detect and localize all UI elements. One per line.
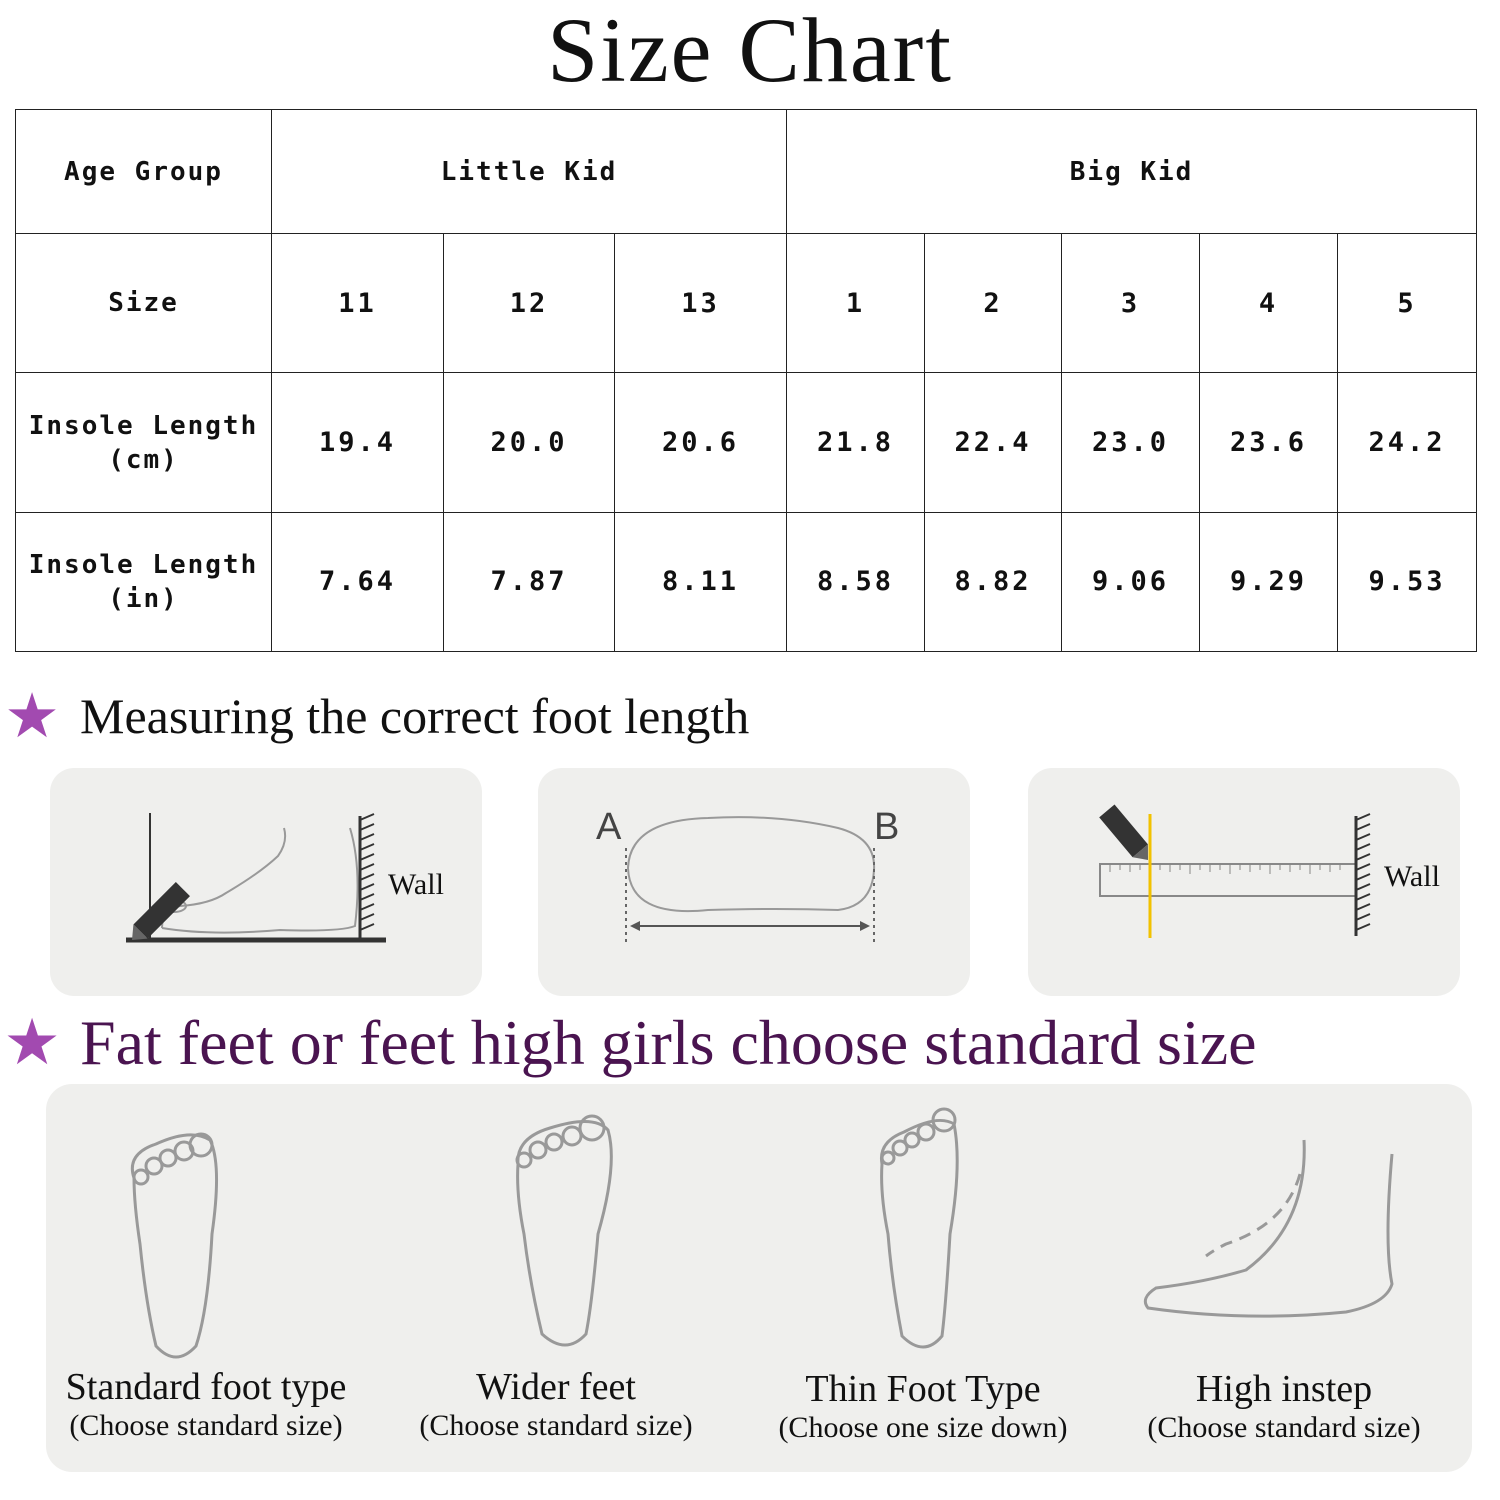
group-little-kid: Little Kid <box>272 110 787 234</box>
feet-heading-text: Fat feet or feet high girls choose standard size <box>80 1007 1257 1078</box>
point-a-label: A <box>596 806 622 848</box>
row-label-text: Insole Length <box>28 549 259 580</box>
wall-label: Wall <box>1384 860 1440 893</box>
insole-in-cell: 7.87 <box>444 512 615 651</box>
foot-type-note: (Choose standard size) <box>1147 1411 1421 1444</box>
page-title: Size Chart <box>547 0 953 101</box>
insole-cm-cell: 21.8 <box>787 373 925 512</box>
foot-type-note: (Choose one size down) <box>778 1411 1068 1444</box>
foot-type-name: Wider feet <box>476 1366 636 1408</box>
foot-outline-icon <box>1145 1140 1392 1316</box>
insole-cm-cell: 19.4 <box>272 373 444 512</box>
insole-in-cell: 9.53 <box>1338 512 1477 651</box>
group-big-kid: Big Kid <box>787 110 1477 234</box>
foot-outline-icon <box>881 1109 957 1347</box>
row-label-text: Insole Length <box>28 410 259 441</box>
insole-in-cell: 9.29 <box>1200 512 1338 651</box>
insole-cm-row <box>16 373 1477 512</box>
age-group-row <box>16 110 1477 234</box>
star-icon: ★ <box>4 683 60 751</box>
row-label-insole-cm <box>16 373 272 512</box>
row-label-age-group: Age Group <box>16 110 272 234</box>
size-cell: 4 <box>1200 234 1338 373</box>
insole-cm-cell: 22.4 <box>925 373 1062 512</box>
row-label-size: Size <box>16 234 272 373</box>
foot-top-illustration <box>538 768 970 996</box>
ruler-icon <box>1100 864 1356 896</box>
insole-cm-cell: 23.0 <box>1062 373 1200 512</box>
size-cell: 3 <box>1062 234 1200 373</box>
foot-type-note: (Choose standard size) <box>69 1409 343 1442</box>
foot-type-name: Standard foot type <box>65 1366 347 1408</box>
insole-in-cell: 9.06 <box>1062 512 1200 651</box>
wall-hatch-icon <box>360 814 374 930</box>
pencil-icon <box>1099 805 1155 867</box>
point-b-label: B <box>874 806 900 848</box>
insole-in-cell: 8.58 <box>787 512 925 651</box>
foot-type-standard <box>46 1366 366 1444</box>
foot-type-note: (Choose standard size) <box>419 1409 693 1442</box>
foot-type-thin <box>758 1368 1088 1446</box>
size-cell: 11 <box>272 234 444 373</box>
measure-heading-text: Measuring the correct foot length <box>80 688 750 744</box>
wall-label: Wall <box>388 868 444 901</box>
measure-panel-foot-length <box>538 768 970 996</box>
size-cell: 5 <box>1338 234 1477 373</box>
measure-panel-heel-wall <box>50 768 482 996</box>
size-row <box>16 234 1477 373</box>
size-cell: 13 <box>615 234 787 373</box>
foot-outline-icon <box>132 1134 216 1357</box>
insole-in-cell: 7.64 <box>272 512 444 651</box>
star-icon: ★ <box>3 1007 61 1078</box>
size-cell: 12 <box>444 234 615 373</box>
foot-outline-icon <box>517 1116 611 1345</box>
insole-cm-cell: 20.6 <box>615 373 787 512</box>
insole-cm-cell: 20.0 <box>444 373 615 512</box>
foot-type-name: Thin Foot Type <box>805 1368 1041 1410</box>
foot-types-panel <box>46 1084 1472 1472</box>
foot-type-wider <box>396 1366 716 1444</box>
measure-heading <box>0 683 750 751</box>
size-table <box>15 109 1477 652</box>
pencil-icon <box>125 882 190 947</box>
size-cell: 1 <box>787 234 925 373</box>
row-label-unit: (cm) <box>108 444 179 475</box>
insole-cm-cell: 24.2 <box>1338 373 1477 512</box>
insole-in-cell: 8.82 <box>925 512 1062 651</box>
insole-in-row <box>16 512 1477 651</box>
size-cell: 2 <box>925 234 1062 373</box>
measure-panel-ruler <box>1028 768 1460 996</box>
foot-type-high-instep <box>1124 1368 1444 1446</box>
insole-cm-cell: 23.6 <box>1200 373 1338 512</box>
feet-heading <box>0 1008 1257 1078</box>
row-label-insole-in <box>16 512 272 651</box>
row-label-unit: (in) <box>108 583 179 614</box>
insole-in-cell: 8.11 <box>615 512 787 651</box>
wall-hatch-icon <box>1356 814 1370 930</box>
foot-type-name: High instep <box>1195 1368 1373 1410</box>
